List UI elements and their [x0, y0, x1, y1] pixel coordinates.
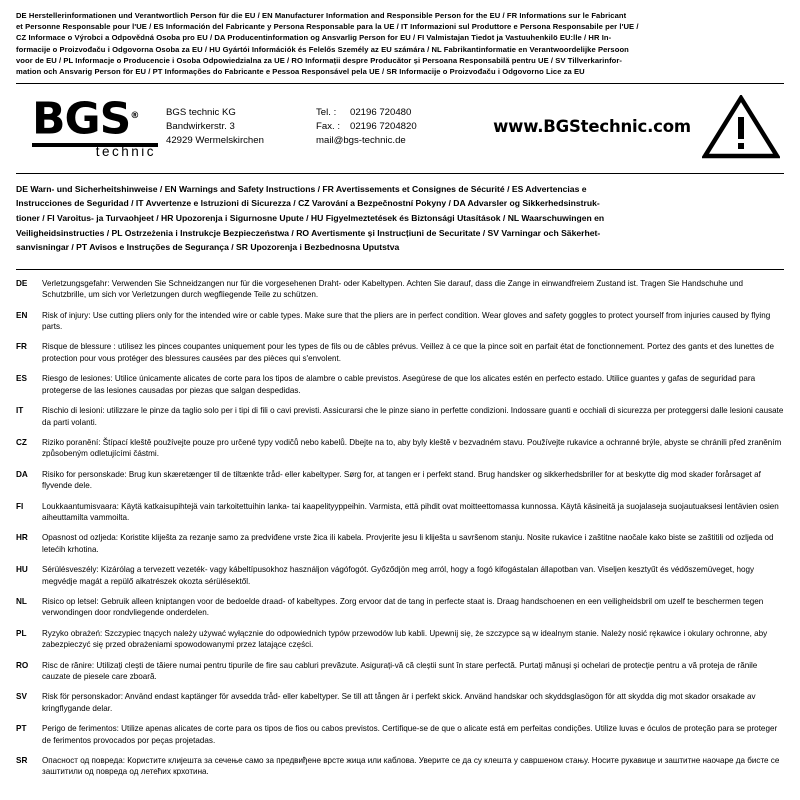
fax-value: 02196 7204820: [350, 120, 417, 132]
table-row: [16, 723, 784, 755]
table-row: [16, 596, 784, 628]
company-street: Bandwirkerstr. 3: [166, 120, 235, 132]
warnings-title-line: sanvisningar / PT Avisos e Instruções de Segurança / SR Upozorenja i Bezbednosna Uputstva: [16, 242, 400, 253]
telephone-value: 02196 720480: [350, 106, 412, 118]
instruction-text: Perigo de ferimentos: Utilize apenas alicates de corte para os tipos de fios ou cabos previstos. Certifique-se de que o alicate está em perfeitas condições. Utilize luvas e óculos de proteção para se proteger de ferimentos provocados por peças projetadas.: [42, 724, 778, 745]
manufacturer-info-line: mation och Ansvarig Person för EU / PT Informações do Fabricante e Pessoa Responsável pela UE / SR Informacije o Proizvođaču i Odgovorno Lice za EU: [16, 67, 585, 77]
manufacturer-info-line: CZ Informace o Výrobci a Odpovědná Osoba pro EU / DA Producentinformation og Ansvarlig Person for EU / FI Valmistajan Tiedot ja Vastuuhenkilö EU:lle / HR In-: [16, 33, 612, 43]
language-code: PL: [16, 628, 27, 638]
language-code: FR: [16, 342, 27, 352]
logo-subtext: technic: [95, 143, 156, 159]
instruction-text: Risk för personskador: Använd endast kaptänger för avsedda tråd- eller kabeltyper. Se till att tången är i perfekt skick. Använd handskar och skyddsglasögon för att skydda dig mot skador orsakade av kringflygande delar.: [42, 692, 756, 713]
email-row: [316, 134, 486, 148]
instruction-text: Risico op letsel: Gebruik alleen kniptangen voor de bedoelde draad- of kabeltypes. Zorg ervoor dat de tang in perfecte staat is. Draag handschoenen en een veiligheidsbril om uzelf te beschermen tegen verwondingen door rondvliegende onderdelen.: [42, 596, 764, 618]
warnings-title-line: DE Warn- und Sicherheitshinweise / EN Warnings and Safety Instructions / FR Avertissements et Consignes de Sécurité / ES Advertencias e: [16, 183, 587, 194]
company-contact-strip: [16, 84, 784, 167]
instruction-text: Risque de blessure : utilisez les pinces coupantes uniquement pour les types de fils ou de câbles prévus. Veillez à ce que la pince soit en parfait état de fonctionnement. Portez des gants et des lunettes de protection pour vous protéger des blessures causées par des pièces qui s'envolent.: [42, 342, 775, 363]
company-contact-details: [316, 106, 486, 148]
table-row: [16, 628, 784, 660]
logo-wordmark: [32, 93, 158, 145]
language-code: IT: [16, 406, 24, 416]
instruction-text: Riesgo de lesiones: Utilice únicamente alicates de corte para los tipos de alambre o cable previstos. Asegúrese de que los alicates estén en perfecto estado. Utilice guantes y gafas de seguridad para protegerse de las lesiones causadas por piezas que salgan despedidas.: [42, 374, 756, 395]
language-code: HU: [16, 565, 28, 575]
table-row: [16, 564, 784, 596]
instruction-text: Risk of injury: Use cutting pliers only for the intended wire or cable types. Make sure that the pliers are in perfect condition. Wear gloves and safety goggles to protect yourself from injuries caused by flying parts.: [42, 310, 771, 332]
table-row: [16, 532, 784, 564]
instructions-table: [16, 278, 784, 787]
company-city: 42929 Wermelskirchen: [166, 134, 264, 146]
table-row: [16, 691, 784, 723]
table-row: [16, 405, 784, 437]
language-code: ES: [16, 374, 27, 384]
language-code: EN: [16, 310, 28, 320]
bgs-logo: [16, 94, 166, 159]
table-row: [16, 755, 784, 787]
logo-brand-text: BGS: [32, 93, 131, 145]
instruction-text: Ryzyko obrażeń: Szczypiec tnących należy używać wyłącznie do odpowiednich typów przewodów lub kabli. Upewnij się, że szczypce są w idealnym stanie. Należy nosić rękawice i okulary ochronne, aby zabezpieczyć się przed obrażeniami spowodowanymi przez latające części.: [42, 628, 768, 650]
registered-trademark-icon: ®: [130, 111, 139, 122]
instruction-text: Sérülésveszély: Kizárólag a tervezett vezeték- vagy kábeltípusokhoz használjon vágófogót. Győződjön meg arról, hogy a fogó kifogástalan állapotban van. Viseljen kesztyűt és védőszemüveget, hogy megvédje magát a repülő alkatrészek okozta sérülésektől.: [42, 565, 755, 586]
language-code: SR: [16, 756, 28, 766]
company-address: [166, 106, 316, 148]
table-row: [16, 501, 784, 533]
fax-row: [316, 120, 486, 134]
language-code: HR: [16, 533, 28, 543]
divider-bottom: [16, 269, 784, 270]
email-domain-part: bgs-technic.de: [343, 134, 406, 146]
manufacturer-info-line: formacije o Proizvođaču i Odgovorna Osoba za EU / HU Gyártói Információk és Felelős Személy az EU számára / NL Fabrikantinformatie en Verantwoordelijke Persoon: [16, 44, 629, 54]
table-row: [16, 310, 784, 342]
warnings-title-block: [16, 174, 784, 263]
language-code: DE: [16, 278, 28, 288]
warning-triangle-icon: [698, 95, 784, 159]
warnings-title-line: Veiligheidsinstructies / PL Ostrzeżenia i Instrukcje Bezpieczeństwa / RO Avertismente și Instrucțiuni de Securitate / SV Varningar och Säkerhet-: [16, 227, 601, 238]
manufacturer-info-header: [16, 10, 784, 77]
language-code: SV: [16, 692, 27, 702]
manufacturer-info-line: voor de EU / PL Informacje o Producencie i Osoba Odpowiedzialna za UE / RO Informații despre Producător și Persoana Responsabilă pentru UE / SV Tillverkarinfor-: [16, 55, 623, 65]
warnings-title-line: Instrucciones de Seguridad / IT Avvertenze e Istruzioni di Sicurezza / CZ Varování a Bezpečnostní Pokyny / DA Advarsler og Sikkerhedsinstruk-: [16, 198, 600, 209]
table-row: [16, 660, 784, 692]
warnings-title-line: tioner / FI Varoitus- ja Turvaohjeet / HR Upozorenja i Sigurnosne Upute / HU Figyelmeztetések és Biztonsági Utasítások / NL Waarschuwingen en: [16, 213, 605, 224]
instruction-text: Risiko for personskade: Brug kun skæretænger til de tiltænkte tråd- eller kabeltyper. Sørg for, at tangen er i perfekt stand. Brug handsker og sikkerhedsbriller for at beskytte dig mod skader forårsaget af flyvende dele.: [42, 469, 761, 491]
fax-label: Fax. :: [316, 120, 340, 132]
email-local-part: mail@: [316, 134, 344, 146]
table-row: [16, 373, 784, 405]
table-row: [16, 437, 784, 469]
table-row: [16, 469, 784, 501]
language-code: RO: [16, 660, 29, 670]
instruction-text: Riziko poranění: Štípací kleště používejte pouze pro určené typy vodičů nebo kabelů. Dbejte na to, aby byly kleště v bezvadném stavu. Používejte rukavice a ochranné brýle, abyste se chránili před zraněním způsobeným odletujícími částmi.: [42, 437, 782, 459]
language-code: FI: [16, 501, 24, 511]
manufacturer-info-line: et Personne Responsable pour l'UE / ES Información del Fabricante y Persona Responsable para la UE / IT Informazioni sul Produttore e Persona Responsabile per l'UE /: [16, 22, 639, 32]
instruction-text: Rischio di lesioni: utilizzare le pinze da taglio solo per i tipi di fili o cavi previsti. Assicurarsi che le pinze siano in perfette condizioni. Indossare guanti e occhiali di sicurezza per proteggersi dalle lesioni causate da parti volanti.: [42, 406, 784, 427]
instruction-text: Loukkaantumisvaara: Käytä katkaisupihtejä vain tarkoitettuihin lanka- tai kaapelityyppeihin. Varmista, että pihdit ovat moitteettomassa kunnossa. Käytä käsineitä ja suojalaseja suojautuaksesi lentävien osien aiheuttamilta vammoilta.: [42, 501, 779, 522]
language-code: PT: [16, 724, 27, 734]
company-name: BGS technic KG: [166, 106, 236, 118]
website-url: www.BGStechnic.com: [493, 117, 691, 137]
manufacturer-info-line: DE Herstellerinformationen und Verantwortlich Person für die EU / EN Manufacturer Information and Responsible Person for the EU / FR Informations sur le Fabricant: [16, 11, 627, 20]
table-row: [16, 341, 784, 373]
instruction-text: Risc de rănire: Utilizați clești de tăiere numai pentru tipurile de fire sau cabluri prevăzute. Asigurați-vă că cleștii sunt în stare perfectă. Purtați mănuși și ochelari de protecție pentru a vă proteja de rănile cauzate de piesele care zboară.: [42, 660, 758, 681]
instruction-text: Opasnost od ozljeda: Koristite kliješta za rezanje samo za predviđene vrste žica ili kabela. Provjerite jesu li kliješta u savršenom stanju. Nosite rukavice i zaštitne naočale kako biste se zaštitili od ozljeda od letećih krhotina.: [42, 533, 774, 554]
instruction-text: Verletzungsgefahr: Verwenden Sie Schneidzangen nur für die vorgesehenen Draht- oder Kabeltypen. Achten Sie darauf, dass die Zange in einwandfreiem Zustand ist. Tragen Sie Handschuhe und Schutzbrille, um sich vor Verletzungen durch wegfliegende Teile zu schützen.: [42, 278, 744, 300]
telephone-row: [316, 106, 486, 120]
instruction-text: Опасност од повреда: Користите клијешта за сечење само за предвиђене врсте жица или каблова. Уверите се да су клешта у савршеном стању. Носите рукавице и заштитне наочаре да бисте се заштитили од повреда од летећих крхотина.: [42, 756, 780, 777]
language-code: CZ: [16, 437, 27, 447]
language-code: DA: [16, 469, 28, 479]
table-row: [16, 278, 784, 310]
telephone-label: Tel. :: [316, 106, 337, 118]
language-code: NL: [16, 596, 27, 606]
